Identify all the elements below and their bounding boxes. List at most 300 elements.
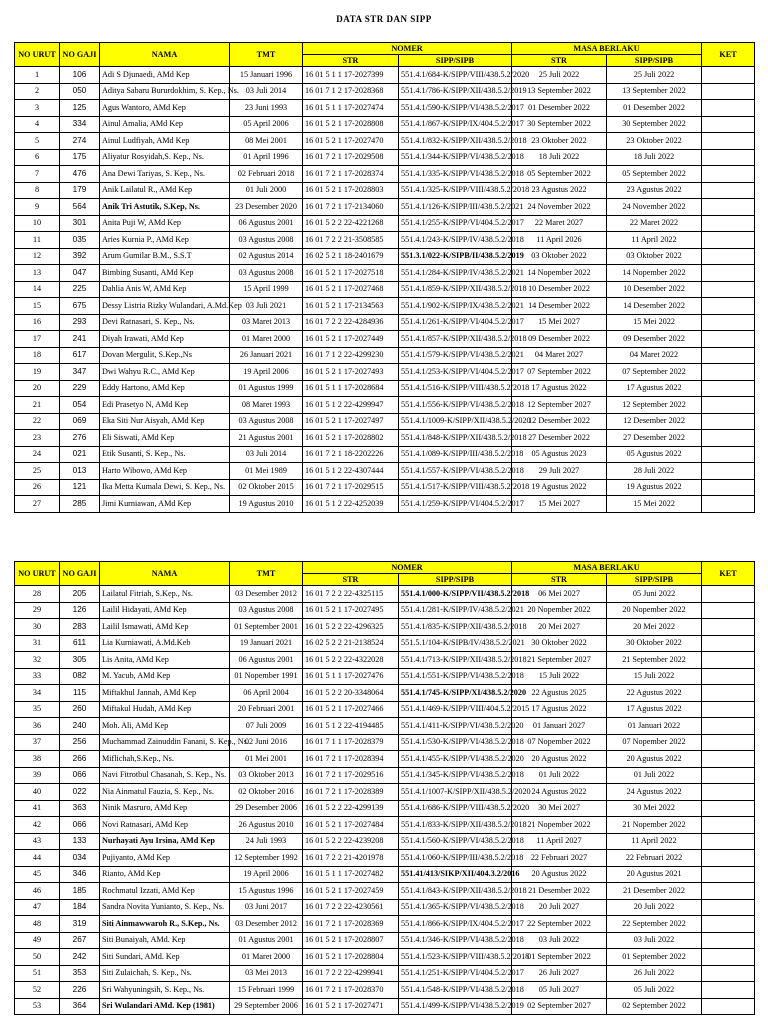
str-number: 16 01 7 1 2 17-2028368 [303, 83, 399, 100]
str-expiry: 14 Desember 2022 [512, 298, 607, 315]
str-number: 16 01 7 1 1 17-2028379 [303, 734, 399, 751]
row-number: 31 [15, 635, 60, 652]
str-number: 16 01 5 1 1 17-2028684 [303, 380, 399, 397]
row-number: 32 [15, 652, 60, 669]
row-number: 45 [15, 866, 60, 883]
employee-name: Eka Siti Nur Aisyah, AMd Kep [100, 413, 230, 430]
ket-note [702, 116, 755, 133]
header-nomer: NOMER [303, 562, 512, 574]
table-row [15, 430, 755, 447]
tmt-date: 19 April 2006 [230, 866, 303, 883]
tmt-date: 01 Maret 2000 [230, 949, 303, 966]
str-expiry: 20 Agustus 2022 [512, 866, 607, 883]
tmt-date: 03 Agustus 2008 [230, 265, 303, 282]
tmt-date: 01 Mei 2001 [230, 751, 303, 768]
str-number: 16 01 5 2 1 17-2028803 [303, 182, 399, 199]
str-number: 16 01 7 2 1 17-2134060 [303, 199, 399, 216]
str-expiry: 07 Nopember 2022 [512, 734, 607, 751]
row-number: 49 [15, 932, 60, 949]
sipp-number: 551.4.1/335-K/SIPP/VI/438.5.2/2018 [399, 166, 512, 183]
salary-number: 256 [60, 734, 100, 751]
table-row [15, 817, 755, 834]
ket-note [702, 281, 755, 298]
employee-name: Siti Bunaiyah, AMd. Kep [100, 932, 230, 949]
tmt-date: 24 Juli 1993 [230, 833, 303, 850]
str-number: 16 01 7 2 1 17-2029515 [303, 479, 399, 496]
sipp-expiry: 02 September 2022 [607, 998, 702, 1015]
employee-name: Miftakhul Jannah, AMd Kep [100, 685, 230, 702]
row-number: 7 [15, 166, 60, 183]
sipp-number: 551.4.1/684-K/SIPP/VIII/438.5.2/2020 [399, 67, 512, 84]
str-number: 16 01 5 2 2 22-4239208 [303, 833, 399, 850]
sipp-expiry: 24 November 2022 [607, 199, 702, 216]
sipp-expiry: 05 Juni 2022 [607, 586, 702, 603]
tmt-date: 01 Nopember 1991 [230, 668, 303, 685]
sipp-number: 551.4.1/902-K/SIPP/IX/438.5.2/2021 [399, 298, 512, 315]
table-row [15, 232, 755, 249]
sipp-expiry: 28 Juli 2022 [607, 463, 702, 480]
str-expiry: 23 Oktober 2022 [512, 133, 607, 150]
header-nomer: NOMER [303, 43, 512, 55]
sipp-number: 551.4.1/686-K/SIPP/VIII/438.5.2/2020 [399, 800, 512, 817]
sipp-expiry: 03 Oktober 2022 [607, 248, 702, 265]
employee-name: Novi Ratnasari, AMd Kep [100, 817, 230, 834]
row-number: 4 [15, 116, 60, 133]
row-number: 39 [15, 767, 60, 784]
row-number: 8 [15, 182, 60, 199]
str-expiry: 22 Maret 2027 [512, 215, 607, 232]
str-expiry: 17 Agustus 2022 [512, 380, 607, 397]
sipp-expiry: 30 Mei 2022 [607, 800, 702, 817]
ket-note [702, 430, 755, 447]
ket-note [702, 850, 755, 867]
table-row [15, 248, 755, 265]
str-number: 16 01 7 2 2 22-4299941 [303, 965, 399, 982]
row-number: 17 [15, 331, 60, 348]
salary-number: 047 [60, 265, 100, 282]
sipp-expiry: 07 September 2022 [607, 364, 702, 381]
tmt-date: 15 April 1999 [230, 281, 303, 298]
str-expiry: 17 Agustus 2022 [512, 701, 607, 718]
sipp-number: 551.4.1/455-K/SIPP/VI/438.5.2/2020 [399, 751, 512, 768]
table-body-2 [15, 586, 755, 1015]
employee-name: Dessy Listria Rizky Wulandari, A.Md.Kep [100, 298, 230, 315]
salary-number: 276 [60, 430, 100, 447]
sipp-expiry: 23 Agustus 2022 [607, 182, 702, 199]
tmt-date: 01 Mei 1989 [230, 463, 303, 480]
employee-name: Jimi Kurniawan, AMd Kep [100, 496, 230, 513]
header-ket: KET [702, 43, 755, 67]
sipp-number: 551.4.1/530-K/SIPP/VI/438.5.2/2018 [399, 734, 512, 751]
ket-note [702, 635, 755, 652]
sipp-number: 551.4.1/516-K/SIPP/VIII/438.5.2/2018 [399, 380, 512, 397]
tmt-date: 02 Oktober 2015 [230, 479, 303, 496]
str-number: 16 01 7 2 1 17-2028369 [303, 916, 399, 933]
salary-number: 126 [60, 602, 100, 619]
row-number: 18 [15, 347, 60, 364]
str-expiry: 02 September 2027 [512, 998, 607, 1015]
tmt-date: 06 Agustus 2001 [230, 652, 303, 669]
row-number: 19 [15, 364, 60, 381]
str-expiry: 24 Agustus 2022 [512, 784, 607, 801]
tmt-date: 15 Januari 1996 [230, 67, 303, 84]
salary-number: 266 [60, 751, 100, 768]
ket-note [702, 380, 755, 397]
salary-number: 185 [60, 883, 100, 900]
page-title: DATA STR DAN SIPP [336, 14, 432, 24]
table-row [15, 668, 755, 685]
ket-note [702, 998, 755, 1015]
ket-note [702, 916, 755, 933]
ket-note [702, 364, 755, 381]
str-number: 16 01 5 2 2 22-4221268 [303, 215, 399, 232]
ket-note [702, 83, 755, 100]
ket-note [702, 619, 755, 636]
tmt-date: 03 Desember 2012 [230, 916, 303, 933]
sipp-expiry: 27 Desember 2022 [607, 430, 702, 447]
ket-note [702, 751, 755, 768]
ket-note [702, 182, 755, 199]
salary-number: 229 [60, 380, 100, 397]
employee-name: Dahlia Anis W, AMd Kep [100, 281, 230, 298]
ket-note [702, 883, 755, 900]
sipp-expiry: 09 Desember 2022 [607, 331, 702, 348]
row-number: 25 [15, 463, 60, 480]
ket-note [702, 347, 755, 364]
row-number: 30 [15, 619, 60, 636]
row-number: 21 [15, 397, 60, 414]
tmt-date: 02 Oktober 2016 [230, 784, 303, 801]
str-expiry: 30 September 2022 [512, 116, 607, 133]
table-row [15, 133, 755, 150]
row-number: 3 [15, 100, 60, 117]
str-number: 16 01 5 2 1 17-2027493 [303, 364, 399, 381]
sipp-expiry: 22 Februari 2022 [607, 850, 702, 867]
row-number: 5 [15, 133, 60, 150]
tmt-date: 01 April 1996 [230, 149, 303, 166]
str-number: 16 01 5 1 2 22-4299947 [303, 397, 399, 414]
ket-note [702, 718, 755, 735]
str-number: 16 01 5 2 2 22-4299139 [303, 800, 399, 817]
table-row [15, 635, 755, 652]
sipp-number: 551.4.1/859-K/SIPP/XII/438.5.2/2018 [399, 281, 512, 298]
str-number: 16 01 7 2 1 17-2028374 [303, 166, 399, 183]
salary-number: 013 [60, 463, 100, 480]
employee-name: Arum Gumilar B.M., S.S.T [100, 248, 230, 265]
table-row [15, 83, 755, 100]
row-number: 16 [15, 314, 60, 331]
tmt-date: 26 Januari 2021 [230, 347, 303, 364]
str-expiry: 21 September 2027 [512, 652, 607, 669]
employee-name: Bimbing Susanti, AMd Kep [100, 265, 230, 282]
salary-number: 115 [60, 685, 100, 702]
sipp-number: 551.4.1/284-K/SIPP/IV/438.5.2/2021 [399, 265, 512, 282]
table-row [15, 982, 755, 999]
str-number: 16 01 5 2 1 17-2028804 [303, 949, 399, 966]
sipp-number: 551.4.1/551-K/SIPP/VI/438.5.2/2018 [399, 668, 512, 685]
str-number: 16 01 5 2 2 22-4322028 [303, 652, 399, 669]
salary-number: 617 [60, 347, 100, 364]
str-number: 16 01 5 2 2 20-3348064 [303, 685, 399, 702]
str-expiry: 27 Desember 2022 [512, 430, 607, 447]
sipp-number: 551.4.1/365-K/SIPP/VI/438.5.2/2018 [399, 899, 512, 916]
sipp-expiry: 22 Maret 2022 [607, 215, 702, 232]
table-row [15, 602, 755, 619]
str-number: 16 01 5 2 1 17-2027459 [303, 883, 399, 900]
str-expiry: 05 Agustus 2023 [512, 446, 607, 463]
sipp-number: 551.4.1/126-K/SIPP/III/438.5.2/2021 [399, 199, 512, 216]
sipp-number: 551.4.1/713-K/SIPP/XII/438.5.2/2018 [399, 652, 512, 669]
str-number: 16 01 5 2 1 17-2028808 [303, 116, 399, 133]
str-number: 16 01 5 2 1 17-2027449 [303, 331, 399, 348]
tmt-date: 01 Juli 2000 [230, 182, 303, 199]
salary-number: 675 [60, 298, 100, 315]
table-row [15, 364, 755, 381]
str-expiry: 24 November 2022 [512, 199, 607, 216]
sipp-expiry: 11 April 2022 [607, 833, 702, 850]
sipp-expiry: 11 April 2022 [607, 232, 702, 249]
sipp-number: 551.4.1/345-K/SIPP/VI/438.5.2/2018 [399, 767, 512, 784]
employee-name: Diyah Irawati, AMd Kep [100, 331, 230, 348]
tmt-date: 03 Juli 2021 [230, 298, 303, 315]
sipp-expiry: 10 Desember 2022 [607, 281, 702, 298]
header-masa-str: STR [512, 55, 607, 67]
employee-name: Moh. Ali, AMd Kep [100, 718, 230, 735]
table-row [15, 850, 755, 867]
tmt-date: 03 Desember 2012 [230, 586, 303, 603]
tmt-date: 15 Agustus 1996 [230, 883, 303, 900]
str-number: 16 01 7 2 1 17-2028394 [303, 751, 399, 768]
employee-name: Anita Puji W, AMd Kep [100, 215, 230, 232]
employee-name: Lia Kurniawati, A.Md.Keb [100, 635, 230, 652]
str-number: 16 01 7 2 1 17-2028370 [303, 982, 399, 999]
salary-number: 319 [60, 916, 100, 933]
salary-number: 611 [60, 635, 100, 652]
str-number: 16 01 7 2 1 17-2029508 [303, 149, 399, 166]
salary-number: 121 [60, 479, 100, 496]
ket-note [702, 199, 755, 216]
ket-note [702, 784, 755, 801]
str-expiry: 04 Maret 2027 [512, 347, 607, 364]
table-row [15, 100, 755, 117]
employee-name: Sri Wulandari AMd. Kep (1981) [100, 998, 230, 1015]
sipp-number: 551.4.1/411-K/SIPP/VI/438.5.2/2020 [399, 718, 512, 735]
salary-number: 564 [60, 199, 100, 216]
str-expiry: 22 September 2022 [512, 916, 607, 933]
employee-name: Eddy Hartono, AMd Kep [100, 380, 230, 397]
str-number: 16 01 7 2 1 17-2029516 [303, 767, 399, 784]
tmt-date: 03 Agustus 2008 [230, 413, 303, 430]
ket-note [702, 899, 755, 916]
employee-name: Aditya Sabaru Bururdokhim, S. Kep., Ns. [100, 83, 230, 100]
sipp-number: 551.4.1/745-K/SIPP/XI/438.5.2/2020 [399, 685, 512, 702]
employee-name: Sri Wahyuningsih, S. Kep., Ns. [100, 982, 230, 999]
str-number: 16 01 5 1 1 17-2027399 [303, 67, 399, 84]
employee-name: Siti Zulaichah, S. Kep., Ns. [100, 965, 230, 982]
str-number: 16 01 5 1 2 22-4194485 [303, 718, 399, 735]
str-number: 16 01 5 1 1 17-2027476 [303, 668, 399, 685]
sipp-expiry: 22 Agustus 2022 [607, 685, 702, 702]
sipp-expiry: 20 Juli 2022 [607, 899, 702, 916]
ket-note [702, 463, 755, 480]
row-number: 9 [15, 199, 60, 216]
tmt-date: 03 Juli 2014 [230, 83, 303, 100]
salary-number: 242 [60, 949, 100, 966]
sipp-number: 551.4.1/556-K/SIPP/VI/438.5.2/2018 [399, 397, 512, 414]
employee-name: Lailil Ismawati, AMd Kep [100, 619, 230, 636]
table-row [15, 784, 755, 801]
str-expiry: 20 Juli 2027 [512, 899, 607, 916]
header-masa-berlaku: MASA BERLAKU [512, 562, 702, 574]
str-number: 16 01 5 2 1 17-2028802 [303, 430, 399, 447]
sipp-expiry: 13 September 2022 [607, 83, 702, 100]
row-number: 46 [15, 883, 60, 900]
ket-note [702, 701, 755, 718]
table-body-1 [15, 67, 755, 513]
str-number: 16 01 7 2 1 18-2202226 [303, 446, 399, 463]
salary-number: 066 [60, 817, 100, 834]
row-number: 42 [15, 817, 60, 834]
row-number: 48 [15, 916, 60, 933]
table-row [15, 215, 755, 232]
employee-name: Muchammad Zainuddin Fanani, S. Kep., Ns. [100, 734, 230, 751]
tmt-date: 07 Juli 2009 [230, 718, 303, 735]
str-number: 16 01 5 2 1 17-2027471 [303, 998, 399, 1015]
table-row [15, 586, 755, 603]
ket-note [702, 602, 755, 619]
sipp-expiry: 21 September 2022 [607, 652, 702, 669]
sipp-number: 551.4.1/560-K/SIPP/VI/438.5.2/2018 [399, 833, 512, 850]
salary-number: 285 [60, 496, 100, 513]
ket-note [702, 446, 755, 463]
sipp-expiry: 05 Juli 2022 [607, 982, 702, 999]
str-expiry: 25 Juli 2022 [512, 67, 607, 84]
ket-note [702, 817, 755, 834]
str-expiry: 03 Juli 2022 [512, 932, 607, 949]
employee-name: Rianto, AMd Kep [100, 866, 230, 883]
str-expiry: 23 Agustus 2022 [512, 182, 607, 199]
table-row [15, 67, 755, 84]
str-expiry: 30 Mei 2027 [512, 800, 607, 817]
sipp-number: 551.4.1/281-K/SIPP/IV/438.5.2/2021 [399, 602, 512, 619]
header-nama: NAMA [100, 562, 230, 586]
employee-name: Etik Susanti, S. Kep., Ns. [100, 446, 230, 463]
row-number: 6 [15, 149, 60, 166]
sipp-number: 551.4.1/866-K/SIPP/IX/404.5.2/2017 [399, 916, 512, 933]
row-number: 27 [15, 496, 60, 513]
ket-note [702, 982, 755, 999]
salary-number: 175 [60, 149, 100, 166]
salary-number: 022 [60, 784, 100, 801]
row-number: 41 [15, 800, 60, 817]
salary-number: 082 [60, 668, 100, 685]
tmt-date: 01 Maret 2000 [230, 331, 303, 348]
tmt-date: 20 Februari 2001 [230, 701, 303, 718]
ket-note [702, 100, 755, 117]
sipp-expiry: 20 Agustus 2022 [607, 751, 702, 768]
salary-number: 050 [60, 83, 100, 100]
table-row [15, 619, 755, 636]
str-sipp-table-2 [14, 561, 755, 1015]
tmt-date: 15 Februari 1999 [230, 982, 303, 999]
table-row [15, 166, 755, 183]
str-number: 16 01 7 2 2 21-4201978 [303, 850, 399, 867]
header-ket: KET [702, 562, 755, 586]
tmt-date: 23 Desember 2020 [230, 199, 303, 216]
ket-note [702, 331, 755, 348]
sipp-number: 551.4.1/251-K/SIPP/VI/404.5.2/2017 [399, 965, 512, 982]
employee-name: Eli Siswati, AMd Kep [100, 430, 230, 447]
table-row [15, 463, 755, 480]
ket-note [702, 965, 755, 982]
str-number: 16 01 5 2 2 22-4296325 [303, 619, 399, 636]
sipp-number: 551.4.1/867-K/SIPP/IX/404.5.2/2017 [399, 116, 512, 133]
salary-number: 184 [60, 899, 100, 916]
sipp-expiry: 14 Nopember 2022 [607, 265, 702, 282]
tmt-date: 03 Agustus 2008 [230, 232, 303, 249]
header-no-urut: NO URUT [15, 43, 60, 67]
row-number: 50 [15, 949, 60, 966]
ket-note [702, 652, 755, 669]
sipp-number: 551.4.1/261-K/SIPP/VI/404.5.2/2017 [399, 314, 512, 331]
header-no-gaji: NO GAJI [60, 43, 100, 67]
salary-number: 305 [60, 652, 100, 669]
row-number: 20 [15, 380, 60, 397]
str-expiry: 12 Desember 2022 [512, 413, 607, 430]
employee-name: Navi Fitrotbul Chasanah, S. Kep., Ns. [100, 767, 230, 784]
str-number: 16 01 7 2 1 17-2028389 [303, 784, 399, 801]
str-expiry: 11 April 2026 [512, 232, 607, 249]
ket-note [702, 149, 755, 166]
tmt-date: 23 Juni 1993 [230, 100, 303, 117]
str-expiry: 11 April 2027 [512, 833, 607, 850]
table-row [15, 149, 755, 166]
str-sipp-table-1 [14, 42, 755, 513]
str-expiry: 01 September 2022 [512, 949, 607, 966]
tmt-date: 03 Oktober 2013 [230, 767, 303, 784]
sipp-number: 551.4.1/1009-K/SIPP/XII/438.5.2/2020 [399, 413, 512, 430]
employee-name: Dwi Wahyu R.C., AMd Kep [100, 364, 230, 381]
str-number: 16 01 5 2 1 17-2027470 [303, 133, 399, 150]
table-row [15, 496, 755, 513]
header-str: STR [303, 574, 399, 586]
header-tmt: TMT [230, 43, 303, 67]
sipp-expiry: 01 September 2022 [607, 949, 702, 966]
sipp-number: 551.5.1/104-K/SIPB/IV/438.5.2/2021 [399, 635, 512, 652]
employee-name: Adi S Djunaedi, AMd Kep [100, 67, 230, 84]
row-number: 37 [15, 734, 60, 751]
salary-number: 364 [60, 998, 100, 1015]
sipp-expiry: 20 Nopember 2022 [607, 602, 702, 619]
ket-note [702, 232, 755, 249]
str-expiry: 14 Nopember 2022 [512, 265, 607, 282]
sipp-expiry: 01 Juli 2022 [607, 767, 702, 784]
employee-name: Siti Ainmawwaroh R., S.Kep., Ns. [100, 916, 230, 933]
sipp-number: 551.4.1/253-K/SIPP/VI/404.5.2/2017 [399, 364, 512, 381]
table-row [15, 734, 755, 751]
header-no-gaji: NO GAJI [60, 562, 100, 586]
table-row [15, 866, 755, 883]
sipp-number: 551.4.1/089-K/SIPP/III/438.5.2/2018 [399, 446, 512, 463]
table-row [15, 767, 755, 784]
ket-note [702, 413, 755, 430]
ket-note [702, 586, 755, 603]
str-expiry: 01 Juli 2022 [512, 767, 607, 784]
employee-name: Pujiyanto, AMd Kep [100, 850, 230, 867]
tmt-date: 03 Mei 2013 [230, 965, 303, 982]
str-expiry: 22 Agustus 2025 [512, 685, 607, 702]
ket-note [702, 932, 755, 949]
